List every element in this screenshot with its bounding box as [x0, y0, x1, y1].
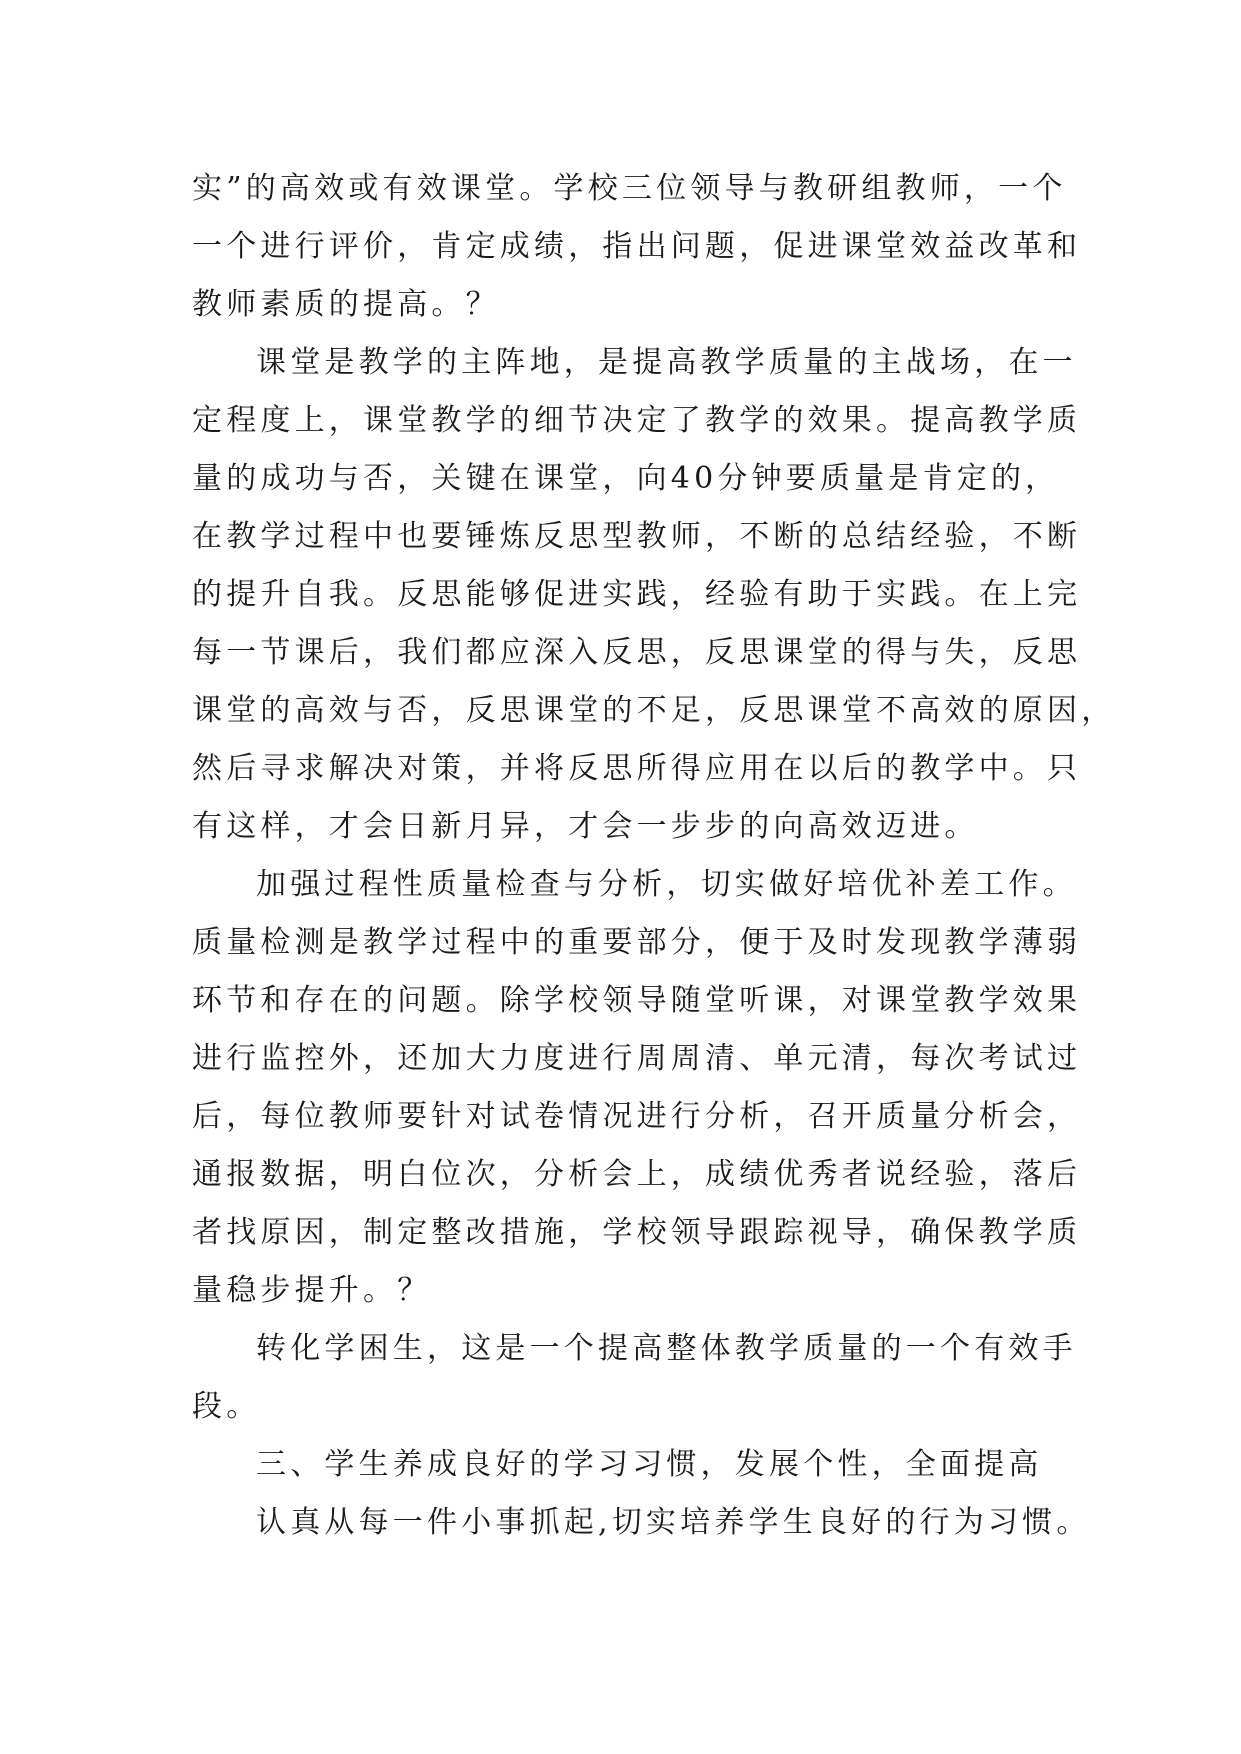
text-line: 有这样，才会日新月异，才会一步步的向高效迈进。 — [192, 809, 979, 844]
text-line: 后，每位教师要针对试卷情况进行分析，召开质量分析会， — [192, 1099, 1082, 1134]
text-line: 的提升自我。反思能够促进实践，经验有助于实践。在上完 — [192, 577, 1082, 612]
text-line: 教师素质的提高。？ — [192, 287, 500, 322]
text-line: 在教学过程中也要锤炼反思型教师，不断的总结经验，不断 — [192, 519, 1082, 554]
text-line: 量稳步提升。？ — [192, 1273, 432, 1308]
text-line: 者找原因，制定整改措施，学校领导跟踪视导，确保教学质 — [192, 1215, 1082, 1250]
text-line: 通报数据，明白位次，分析会上，成绩优秀者说经验，落后 — [192, 1157, 1082, 1192]
text-line: 每一节课后，我们都应深入反思，反思课堂的得与失，反思 — [192, 635, 1082, 670]
paragraph-start-line: 加强过程性质量检查与分析，切实做好培优补差工作。 — [256, 867, 1077, 902]
text-line: 课堂的高效与否，反思课堂的不足，反思课堂不高效的原因， — [192, 693, 1116, 728]
text-line: 进行监控外，还加大力度进行周周清、单元清，每次考试过 — [192, 1041, 1082, 1076]
paragraph-start-line: 课堂是教学的主阵地，是提高教学质量的主战场，在一 — [256, 345, 1077, 380]
text-line: 定程度上，课堂教学的细节决定了教学的效果。提高教学质 — [192, 403, 1082, 438]
paragraph-start-line: 认真从每一件小事抓起,切实培养学生良好的行为习惯。 — [256, 1505, 1091, 1540]
section-heading: 三、学生养成良好的学习习惯，发展个性，全面提高 — [256, 1447, 1043, 1482]
body-text — [192, 160, 1116, 1552]
text-line: 一个进行评价，肯定成绩，指出问题，促进课堂效益改革和 — [192, 229, 1082, 264]
text-line: 环节和存在的问题。除学校领导随堂听课，对课堂教学效果 — [192, 983, 1082, 1018]
paragraph-start-line: 转化学困生，这是一个提高整体教学质量的一个有效手 — [256, 1331, 1077, 1366]
text-line: 段。 — [192, 1389, 261, 1424]
text-line: 质量检测是教学过程中的重要部分，便于及时发现教学薄弱 — [192, 925, 1082, 960]
text-line: 量的成功与否，关键在课堂，向40分钟要质量是肯定的， — [192, 461, 1060, 496]
text-line: 然后寻求解决对策，并将反思所得应用在以后的教学中。只 — [192, 751, 1082, 786]
text-line: 实”的高效或有效课堂。学校三位领导与教研组教师，一个 — [192, 171, 1067, 206]
